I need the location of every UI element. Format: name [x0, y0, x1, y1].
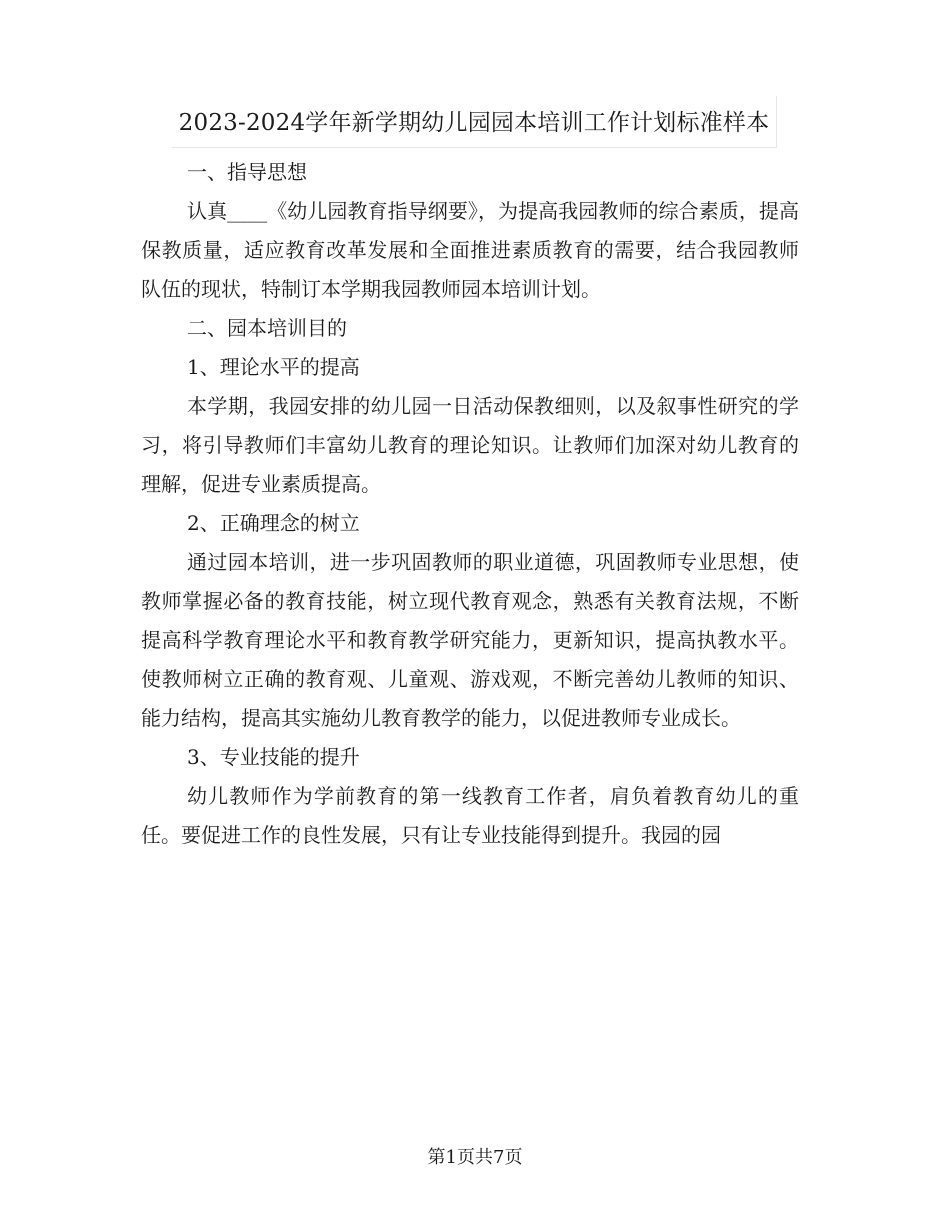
paragraph: 认真____《幼儿园教育指导纲要》，为提高我园教师的综合素质，提高保教质量，适应教育改革发展和全面推进素质教育的需要，结合我园教师队伍的现状，特制订本学期我园教师园本培训计划。	[141, 199, 799, 301]
paragraph: 幼儿教师作为学前教育的第一线教育工作者，肩负着教育幼儿的重任。要促进工作的良性发展，只有让专业技能得到提升。我园的园	[141, 784, 799, 847]
paragraph: 通过园本培训，进一步巩固教师的职业道德，巩固教师专业思想，使教师掌握必备的教育技能，树立现代教育观念，熟悉有关教育法规，不断提高科学教育理论水平和教育教学研究能力，更新知识，提高执教水平。使教师树立正确的教育观、儿童观、游戏观，不断完善幼儿教师的知识、能力结构，提高其实施幼儿教育教学的能力，以促进教师专业成长。	[141, 550, 799, 730]
document-body	[141, 153, 799, 855]
heading-guiding-ideology: 一、指导思想	[187, 160, 307, 184]
subheading-concepts: 2、正确理念的树立	[187, 511, 360, 535]
page-footer: 第1页共7页	[427, 1147, 523, 1168]
subheading-skills: 3、专业技能的提升	[187, 745, 360, 769]
paragraph: 本学期，我园安排的幼儿园一日活动保教细则，以及叙事性研究的学习，将引导教师们丰富幼儿教育的理论知识。让教师们加深对幼儿教育的理解，促进专业素质提高。	[141, 394, 799, 496]
subheading-theory: 1、理论水平的提高	[187, 355, 360, 379]
title-box	[172, 96, 777, 148]
heading-training-purpose: 二、园本培训目的	[187, 316, 347, 340]
document-title: 2023-2024学年新学期幼儿园园本培训工作计划标准样本	[178, 110, 770, 136]
